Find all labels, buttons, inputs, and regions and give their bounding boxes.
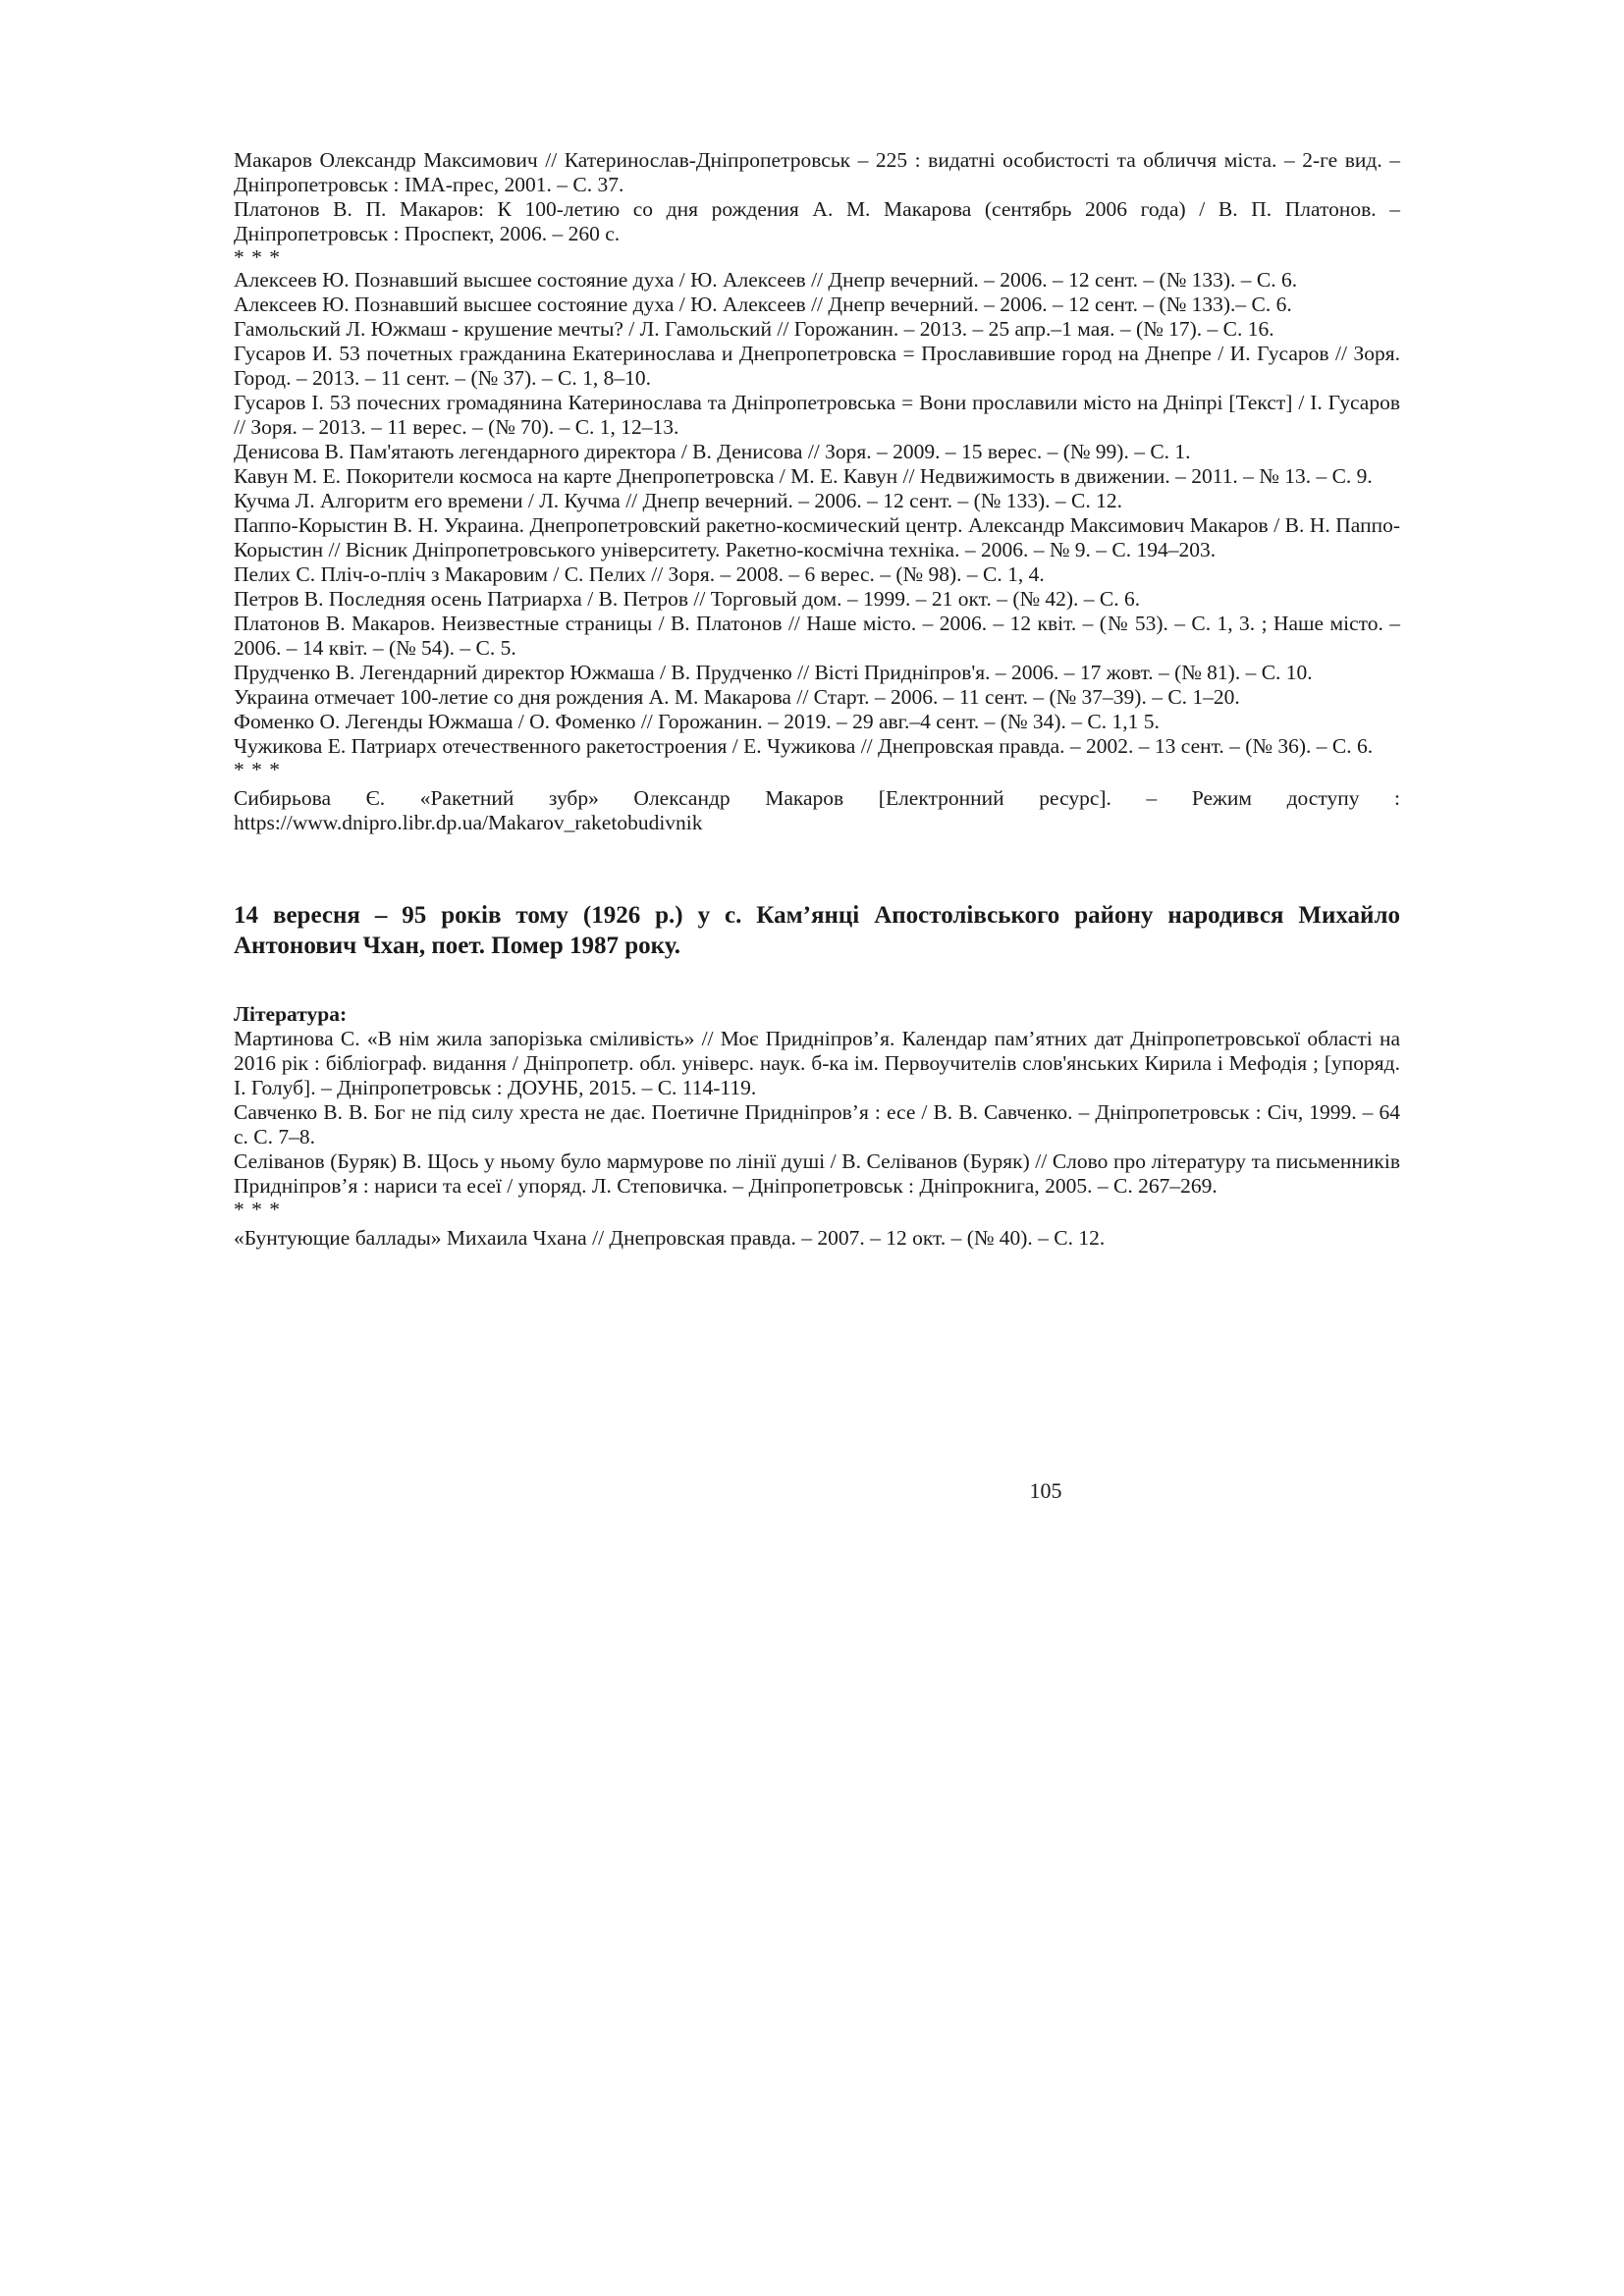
literature-label: Література: — [234, 1002, 348, 1026]
bibliography-entry: Гусаров И. 53 почетных гражданина Екатеринослава и Днепропетровска = Прославившие город на Днепре / И. Гусаров // Зоря. Город. – 2013. – 11 сент. – (№ 37). – С. 1, 8–10. — [234, 342, 1400, 390]
bibliography-entry: Макаров Олександр Максимович // Катеринослав-Дніпропетровськ – 225 : видатні особистості та обличчя міста. – 2-ге вид. –Дніпропетровськ : ІМА-прес, 2001. – С. 37. — [234, 148, 1400, 196]
bibliography-entry-electronic: Сибирьова Є. «Ракетний зубр» Олександр Макаров [Електронний ресурс]. – Режим доступу : https://www.dnipro.libr.dp.ua/Makarov_raketobudivnik — [234, 786, 1400, 834]
bibliography-entry: Алексеев Ю. Познавший высшее состояние духа / Ю. Алексеев // Днепр вечерний. – 2006. – 12 сент. – (№ 133).– С. 6. — [234, 293, 1292, 316]
bibliography-entry: Алексеев Ю. Познавший высшее состояние духа / Ю. Алексеев // Днепр вечерний. – 2006. – 12 сент. – (№ 133). – С. 6. — [234, 268, 1298, 292]
bibliography-entry: Паппо-Корыстин В. Н. Украина. Днепропетровский ракетно-космический центр. Александр Максимович Макаров / В. Н. Паппо-Корыстин // Вісник Дніпропетровського університету. Ракетно-космічна техніка. – 2006. – № 9. – С. 194–203. — [234, 513, 1400, 561]
bibliography-entry: Гусаров І. 53 почесних громадянина Катеринослава та Дніпропетровська = Вони прославили місто на Дніпрі [Текст] / І. Гусаров // Зоря. – 2013. – 11 верес. – (№ 70). – С. 1, 12–13. — [234, 391, 1400, 439]
bibliography-entry: Прудченко В. Легендарний директор Южмаша / В. Прудченко // Вісті Придніпров'я. – 2006. – 17 жовт. – (№ 81). – С. 10. — [234, 661, 1313, 684]
bibliography-entry: Украина отмечает 100-летие со дня рождения А. М. Макарова // Старт. – 2006. – 11 сент. – (№ 37–39). – С. 1–20. — [234, 685, 1240, 709]
bibliography-entry: Фоменко О. Легенды Южмаша / О. Фоменко // Горожанин. – 2019. – 29 авг.–4 сент. – (№ 34). – С. 1,1 5. — [234, 710, 1160, 733]
separator-asterisks: * * * — [234, 245, 281, 269]
bibliography-entry: Гамольский Л. Южмаш - крушение мечты? / Л. Гамольский // Горожанин. – 2013. – 25 апр.–1 мая. – (№ 17). – С. 16. — [234, 317, 1274, 341]
bibliography-section-makarov — [234, 148, 1400, 835]
bibliography-entry: Чужикова Е. Патриарх отечественного ракетостроения / Е. Чужикова // Днепровская правда. – 2002. – 13 сент. – (№ 36). – С. 6. — [234, 734, 1374, 758]
bibliography-entry: Мартинова С. «В нім жила запорізька сміливість» // Моє Придніпров’я. Календар пам’ятних дат Дніпропетровської області на 2016 рік : бібліограф. видання / Дніпропетр. обл. універс. наук. б-ка ім. Первоучителів слов'янських Кирила і Мефодія ; [упоряд. І. Голуб]. – Дніпропетровськ : ДОУНБ, 2015. – С. 114-119. — [234, 1027, 1400, 1099]
page-number: 105 — [1029, 1478, 1062, 1503]
bibliography-entry: Пелих С. Пліч-о-пліч з Макаровим / С. Пелих // Зоря. – 2008. – 6 верес. – (№ 98). – С. 1, 4. — [234, 562, 1045, 586]
section-heading: 14 вересня – 95 років тому (1926 р.) у с. Кам’янці Апостолівського району народився Михайло Антонович Чхан, поет. Помер 1987 року. — [234, 902, 1400, 959]
bibliography-entry: Селіванов (Буряк) В. Щось у ньому було мармурове по лінії душі / В. Селіванов (Буряк) // Слово про літературу та письменників Придніпров’я : нариси та есеї / упоряд. Л. Степовичка. – Дніпропетровськ : Дніпрокнига, 2005. – С. 267–269. — [234, 1149, 1400, 1198]
bibliography-entry: Савченко В. В. Бог не під силу хреста не дає. Поетичне Придніпров’я : есе / В. В. Савченко. – Дніпропетровськ : Січ, 1999. – 64 с. С. 7–8. — [234, 1100, 1400, 1148]
bibliography-entry: Денисова В. Пам'ятають легендарного директора / В. Денисова // Зоря. – 2009. – 15 верес. – (№ 99). – С. 1. — [234, 440, 1191, 463]
bibliography-entry: Платонов В. Макаров. Неизвестные страницы / В. Платонов // Наше місто. – 2006. – 12 квіт. – (№ 53). – С. 1, 3. ; Наше місто. – 2006. – 14 квіт. – (№ 54). – С. 5. — [234, 612, 1400, 660]
separator-asterisks: * * * — [234, 1198, 281, 1221]
bibliography-entry: «Бунтующие баллады» Михаила Чхана // Днепровская правда. – 2007. – 12 окт. – (№ 40). – С. 12. — [234, 1226, 1106, 1250]
bibliography-entry: Кучма Л. Алгоритм его времени / Л. Кучма // Днепр вечерний. – 2006. – 12 сент. – (№ 133). – С. 12. — [234, 489, 1122, 512]
bibliography-entry: Платонов В. П. Макаров: К 100-летию со дня рождения А. М. Макарова (сентябрь 2006 года) / В. П. Платонов. – Дніпропетровськ : Проспект, 2006. – 260 с. — [234, 197, 1400, 245]
bibliography-entry: Кавун М. Е. Покорители космоса на карте Днепропетровска / М. Е. Кавун // Недвижимость в движении. – 2011. – № 13. – С. 9. — [234, 464, 1373, 488]
separator-asterisks: * * * — [234, 758, 281, 781]
bibliography-section-chkhan — [234, 900, 1400, 1251]
bibliography-entry: Петров В. Последняя осень Патриарха / В. Петров // Торговый дом. – 1999. – 21 окт. – (№ 42). – С. 6. — [234, 587, 1141, 611]
page-content — [234, 148, 1400, 1503]
